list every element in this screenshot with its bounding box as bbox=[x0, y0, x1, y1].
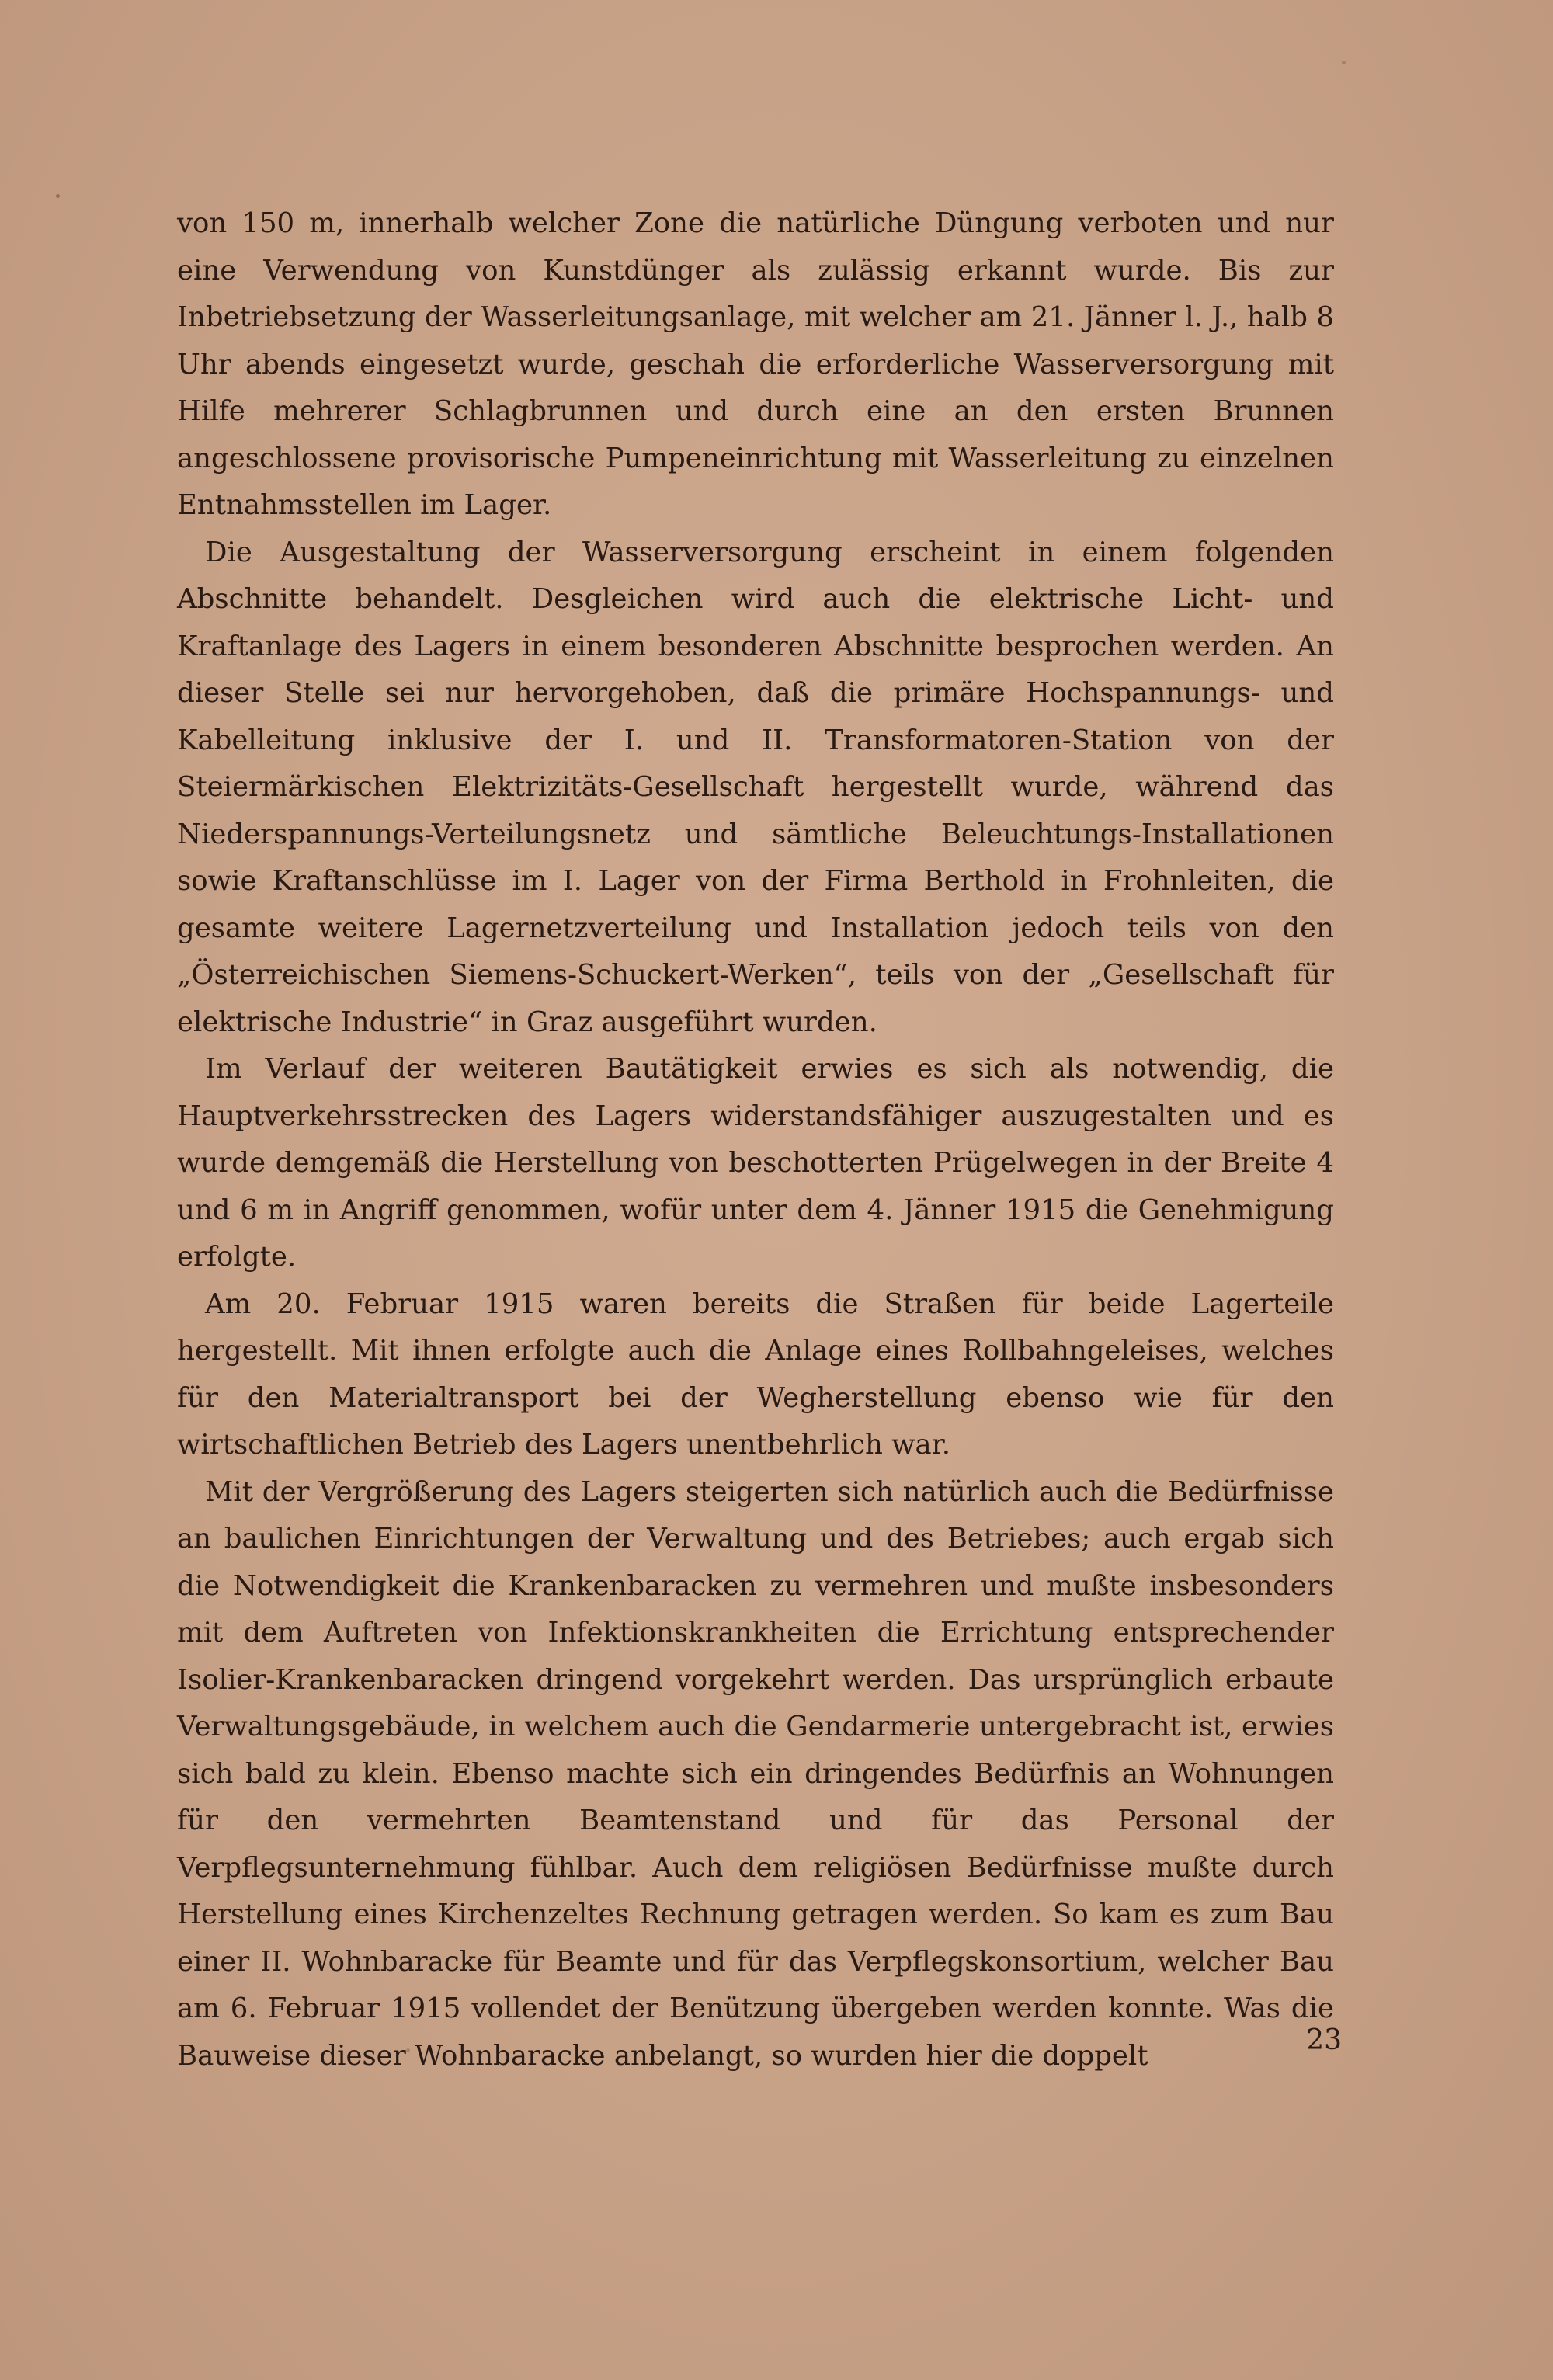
paragraph-2: Die Ausgestaltung der Wasserversorgung erscheint in einem folgenden Abschnitte behandelt. Desgleichen wird auch die elektrische Licht- und Kraftanlage des Lagers in einem besonderen Abschnitte besprochen werden. An dieser Stelle sei nur hervorgehoben, daß die primäre Hochspannungs- und Kabelleitung inklusive der I. und II. Transformatoren-Station von der Steiermärkischen Elektrizitäts-Gesellschaft hergestellt wurde, während das Niederspannungs-Verteilungsnetz und sämtliche Beleuchtungs-Installationen sowie Kraftanschlüsse im I. Lager von der Firma Berthold in Frohnleiten, die gesamte weitere Lagernetzverteilung und Installation jedoch teils von den „Österreichischen Siemens-Schuckert-Werken“, teils von der „Gesellschaft für elektrische Industrie“ in Graz ausgeführt wurden. bbox=[177, 536, 1334, 1038]
paragraph-5: Mit der Vergrößerung des Lagers steigerten sich natürlich auch die Bedürfnisse an baulichen Einrichtungen der Verwaltung und des Betriebes; auch ergab sich die Notwendigkeit die Krankenbaracken zu vermehren und mußte insbesonders mit dem Auftreten von Infektionskrankheiten die Errichtung entsprechender Isolier-Krankenbaracken dringend vorgekehrt werden. Das ursprünglich erbaute Verwaltungsgebäude, in welchem auch die Gendarmerie untergebracht ist, erwies sich bald zu klein. Ebenso machte sich ein dringendes Bedürfnis an Wohnungen für den vermehrten Beamtenstand und für das Personal der Verpflegsunternehmung fühlbar. Auch dem religiösen Bedürfnisse mußte durch Herstellung eines Kirchenzeltes Rechnung getragen werden. So kam es zum Bau einer II. Wohnbaracke für Beamte und für das Verpflegskonsortium, welcher Bau am 6. Februar 1915 vollendet der Benützung übergeben werden konnte. Was die Bauweise dieser Wohnbaracke anbelangt, so wurden hier die doppelt bbox=[177, 1475, 1334, 2072]
body-text bbox=[177, 200, 1334, 2079]
paper-speck bbox=[1342, 61, 1346, 64]
paper-speck bbox=[56, 194, 60, 198]
page-number: 23 bbox=[1306, 2024, 1342, 2056]
paragraph-3: Im Verlauf der weiteren Bautätigkeit erwies es sich als notwendig, die Hauptverkehrsstrecken des Lagers widerstandsfähiger auszugestalten und es wurde demgemäß die Herstellung von beschotterten Prügelwegen in der Breite 4 und 6 m in Angriff genommen, wofür unter dem 4. Jänner 1915 die Genehmigung erfolgte. bbox=[177, 1053, 1334, 1273]
paragraph-4: Am 20. Februar 1915 waren bereits die Straßen für beide Lagerteile hergestellt. Mit ihnen erfolgte auch die Anlage eines Rollbahngeleises, welches für den Materialtransport bei der Wegherstellung ebenso wie für den wirtschaftlichen Betrieb des Lagers unentbehrlich war. bbox=[177, 1287, 1334, 1461]
paragraph-1: von 150 m, innerhalb welcher Zone die natürliche Düngung verboten und nur eine Verwendung von Kunstdünger als zulässig erkannt wurde. Bis zur Inbetriebsetzung der Wasserleitungsanlage, mit welcher am 21. Jänner l. J., halb 8 Uhr abends eingesetzt wurde, geschah die erforderliche Wasserversorgung mit Hilfe mehrerer Schlagbrunnen und durch eine an den ersten Brunnen angeschlossene provisorische Pumpeneinrichtung mit Wasserleitung zu einzelnen Entnahmsstellen im Lager. bbox=[177, 207, 1334, 521]
